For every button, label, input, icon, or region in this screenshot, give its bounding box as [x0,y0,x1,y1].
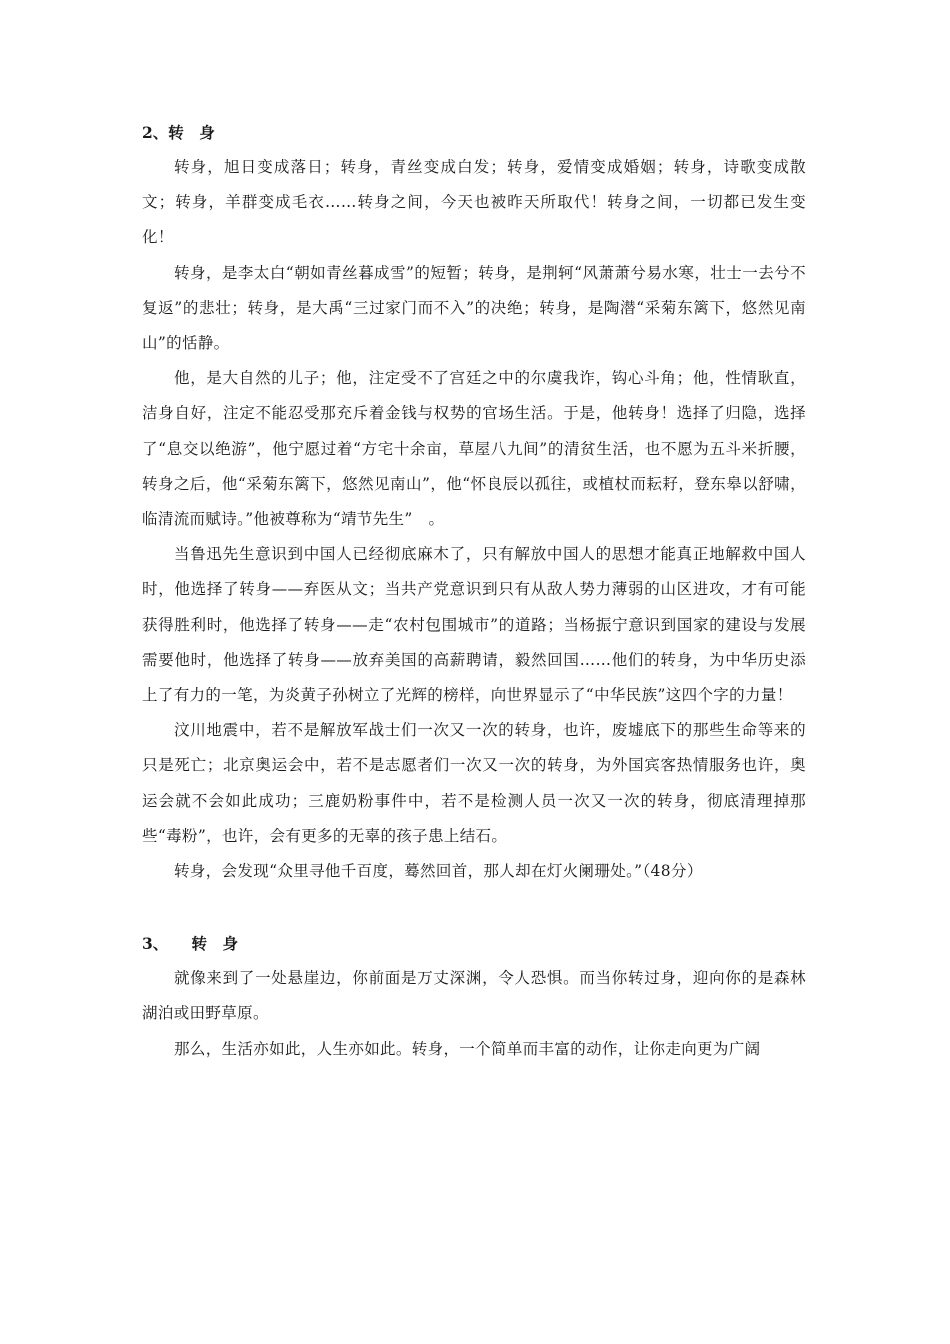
paragraph: 当鲁迅先生意识到中国人已经彻底麻木了，只有解放中国人的思想才能真正地解救中国人时，他选择了转身——弃医从文；当共产党意识到只有从敌人势力薄弱的山区进攻，才有可能获得胜利时，他选择了转身——走“农村包围城市”的道路；当杨振宁意识到国家的建设与发展需要他时，他选择了转身——放弃美国的高薪聘请，毅然回国……他们的转身，为中华历史添上了有力的一笔，为炎黄子孙树立了光辉的榜样，向世界显示了“中华民族”这四个字的力量！ [142,545,806,705]
paragraph: 就像来到了一处悬崖边，你前面是万丈深渊，令人恐惧。而当你转过身，迎向你的是森林湖泊或田野草原。 [142,969,806,1023]
document-page [142,118,806,1067]
section-spacer [142,889,806,929]
paragraph: 转身，会发现“众里寻他千百度，蓦然回首，那人却在灯火阑珊处。”（48分） [174,862,703,881]
paragraph: 他，是大自然的儿子；他，注定受不了宫廷之中的尔虞我诈，钩心斗角；他，性情耿直，洁身自好，注定不能忍受那充斥着金钱与权势的官场生活。于是，他转身！选择了归隐，选择了“息交以绝游”，他宁愿过着“方宅十余亩，草屋八九间”的清贫生活，也不愿为五斗米折腰，转身之后，他“采菊东篱下，悠然见南山”，他“怀良辰以孤往，或植杖而耘耔，登东皋以舒啸，临清流而赋诗。”他被尊称为“靖节先生” 。 [142,369,806,529]
section-heading: 3、 转 身 [142,934,239,954]
paragraph: 转身，是李太白“朝如青丝暮成雪”的短暂；转身，是荆轲“风萧萧兮易水寒，壮士一去兮不复返”的悲壮；转身，是大禹“三过家门而不入”的决绝；转身，是陶潜“采菊东篱下，悠然见南山”的恬静。 [142,263,806,353]
essay-section-2 [142,118,806,889]
paragraph: 那么，生活亦如此，人生亦如此。转身，一个简单而丰富的动作，让你走向更为广阔 [174,1039,761,1058]
paragraph: 转身，旭日变成落日；转身，青丝变成白发；转身，爱情变成婚姻；转身，诗歌变成散文；转身，羊群变成毛衣……转身之间，今天也被昨天所取代！转身之间，一切都已发生变化！ [142,158,806,247]
paragraph: 汶川地震中，若不是解放军战士们一次又一次的转身，也许，废墟底下的那些生命等来的只是死亡；北京奥运会中，若不是志愿者们一次又一次的转身，为外国宾客热情服务也许，奥运会就不会如此成功；三鹿奶粉事件中，若不是检测人员一次又一次的转身，彻底清理掉那些“毒粉”，也许，会有更多的无辜的孩子患上结石。 [142,721,806,845]
essay-section-3 [142,929,806,1067]
section-heading: 2、转 身 [142,123,215,142]
